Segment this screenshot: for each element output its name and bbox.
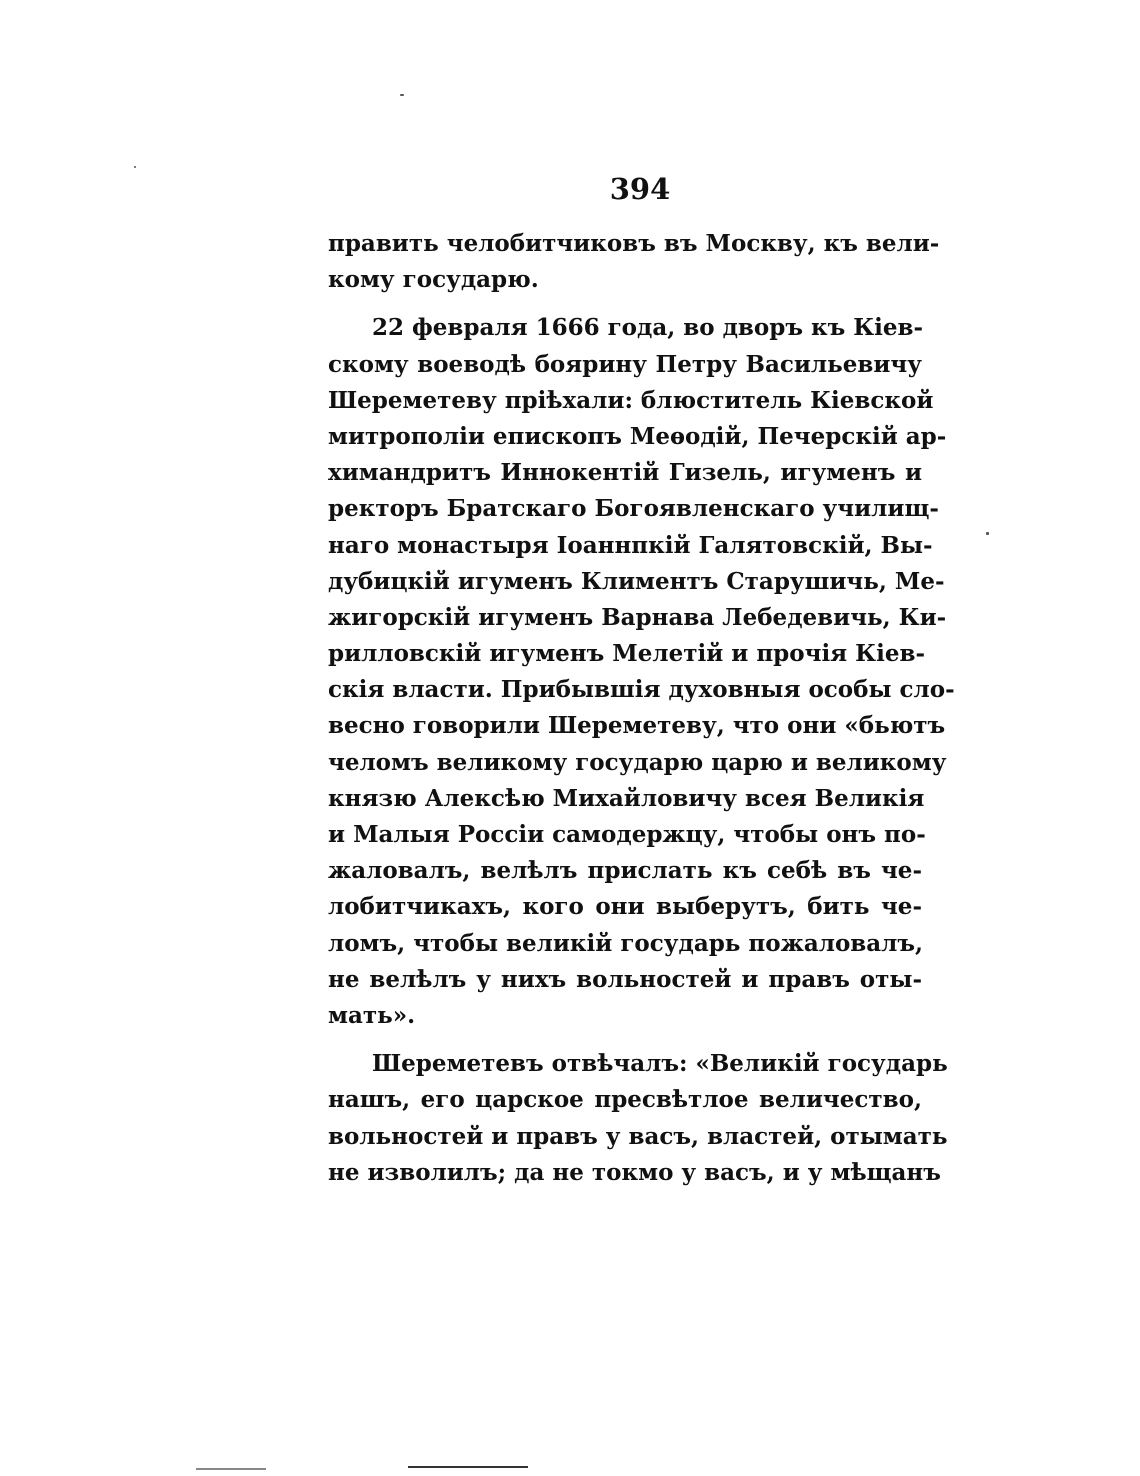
text-line: и Малыя Россiи самодержцу, чтобы онъ по-	[328, 821, 926, 848]
text-line: кому государю.	[328, 266, 539, 294]
text-line: нашъ, его царское пресвѣтлое величество,	[328, 1086, 922, 1114]
text-line: рилловскiй игуменъ Мелетiй и прочiя Кiев-	[328, 640, 926, 668]
paragraph	[328, 310, 955, 1034]
scan-speck	[986, 532, 989, 535]
text-line: править челобитчиковъ въ Москву, къ вели-	[328, 230, 940, 257]
text-line: не изволилъ; да не токмо у васъ, и у мѣщанъ	[328, 1158, 941, 1186]
text-line: скому воеводѣ боярину Петру Васильевичу	[328, 350, 922, 378]
text-line: лобитчикахъ, кого они выберутъ, бить че-	[328, 893, 922, 921]
text-line: ректоръ Братскаго Богоявленскаго училищ-	[328, 495, 939, 523]
text-line: ломъ, чтобы великiй государь пожаловалъ,	[328, 929, 924, 957]
page-number: 394	[609, 172, 671, 206]
text-line: наго монастыря Iоаннпкiй Галятовскiй, Вы-	[328, 531, 933, 559]
text-line: челомъ великому государю царю и великому	[328, 748, 947, 776]
text-line: Шереметевъ отвѣчалъ: «Великiй государь	[372, 1050, 948, 1078]
scan-edge-line	[196, 1468, 266, 1470]
text-line: митрополiи епископъ Меѳодiй, Печерскiй ар-	[328, 422, 947, 450]
paragraph	[328, 1046, 948, 1191]
scan-edge-line	[408, 1466, 528, 1468]
text-line: 22 февраля 1666 года, во дворъ къ Кiев-	[372, 314, 924, 342]
text-line: не велѣлъ у нихъ вольностей и правъ оты-	[328, 965, 922, 993]
text-line: князю Алексѣю Михайловичу всея Великiя	[328, 784, 925, 812]
paragraph	[328, 226, 940, 298]
text-line: дубицкiй игуменъ Климентъ Старушичь, Ме-	[328, 567, 945, 595]
text-line: весно говорили Шереметеву, что они «бьютъ	[328, 712, 946, 740]
text-line: химандритъ Иннокентiй Гизель, игуменъ и	[328, 459, 922, 487]
text-line: мать».	[328, 1001, 416, 1029]
scan-speck	[134, 166, 136, 168]
text-line: жаловалъ, велѣлъ прислать къ себѣ въ че-	[328, 857, 922, 885]
text-line: жигорскiй игуменъ Варнава Лебедевичь, Ки-	[328, 603, 947, 631]
text-line: Шереметеву прiѣхали: блюститель Кiевской	[328, 386, 934, 414]
text-line: скiя власти. Прибывшiя духовныя особы сло-	[328, 676, 955, 704]
scan-speck	[400, 94, 404, 96]
text-line: вольностей и правъ у васъ, властей, отымать	[328, 1122, 948, 1150]
body-text	[328, 226, 955, 1191]
